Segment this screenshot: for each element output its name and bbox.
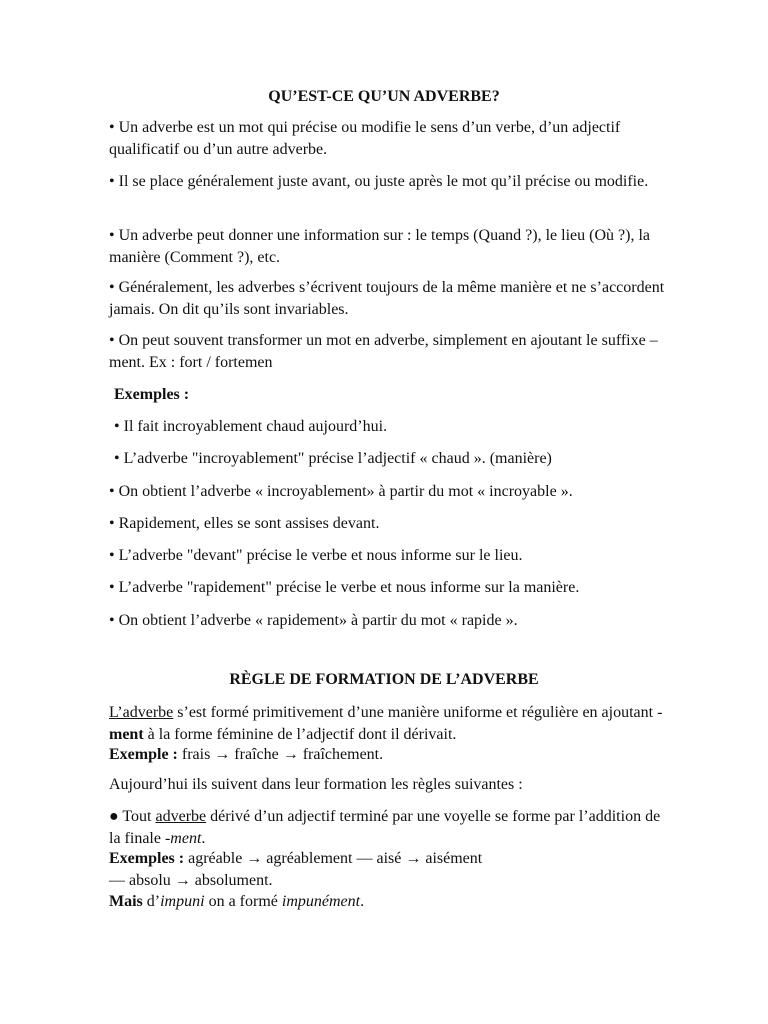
example-text: On obtient l’adverbe « rapidement» à partir du mot « rapide ». — [118, 612, 518, 629]
paragraph — [109, 330, 669, 374]
formation-intro: L’adverbe s’est formé primitivement d’une manière uniforme et régulière en ajoutant -ment à la forme féminine de l’adjectif dont il dérivait. — [109, 704, 663, 743]
section-title-formation: RÈGLE DE FORMATION DE L’ADVERBE — [229, 671, 539, 688]
ending-ment: -ment — [164, 830, 202, 847]
paragraph — [109, 171, 669, 193]
suffix-ment: ment — [109, 726, 144, 743]
rule-1-examples-cont: — absolu → absolument. — [109, 872, 273, 889]
bullet: ● — [109, 808, 119, 825]
section-title-adverbe: QU’EST-CE QU’UN ADVERBE? — [268, 88, 500, 105]
example-text: L’adverbe "incroyablement" précise l’adjectif « chaud ». (manière) — [123, 450, 552, 467]
example-item — [109, 481, 669, 503]
example-item — [109, 577, 669, 599]
bullet: • — [114, 418, 120, 435]
bullet: • — [109, 547, 115, 564]
example-text: L’adverbe "rapidement" précise le verbe et nous informe sur la manière. — [118, 579, 580, 596]
bullet: • — [109, 612, 115, 629]
bullet: • — [109, 279, 115, 296]
bullet: • — [109, 227, 115, 244]
paragraph — [109, 225, 669, 269]
example-text: On obtient l’adverbe « incroyablement» à partir du mot « incroyable ». — [118, 483, 573, 500]
bullet: • — [109, 579, 115, 596]
examples-heading: Exemples : — [114, 386, 190, 403]
bullet: • — [109, 119, 115, 136]
example-item — [109, 610, 669, 632]
term-adverbe: L’adverbe — [109, 704, 174, 721]
term-adverbe: adverbe — [155, 808, 207, 825]
paragraph — [109, 117, 669, 161]
example-text: L’adverbe "devant" précise le verbe et nous informe sur le lieu. — [118, 547, 523, 564]
bullet: • — [109, 173, 115, 190]
bullet: • — [109, 515, 115, 532]
bullet: • — [109, 332, 115, 349]
example-item — [114, 448, 674, 470]
rule-1: ● Tout adverbe dérivé d’un adjectif terminé par une voyelle se forme par l’addition de la finale -ment. — [109, 808, 661, 847]
example-item — [114, 416, 674, 438]
paragraph-text: Il se place généralement juste avant, ou juste après le mot qu’il précise ou modifie. — [118, 173, 649, 190]
example-text: Il fait incroyablement chaud aujourd’hui. — [123, 418, 388, 435]
rule-1-examples: Exemples : agréable → agréablement — aisé → aisément — [109, 850, 483, 867]
rule-1-mais: Mais d’impuni on a formé impunément. — [109, 893, 365, 910]
paragraph-text: On peut souvent transformer un mot en adverbe, simplement en ajoutant le suffixe –ment. Ex : fort / fortemen — [109, 332, 658, 371]
paragraph-text: Un adverbe est un mot qui précise ou modifie le sens d’un verbe, d’un adjectif qualificatif ou d’un autre adverbe. — [109, 119, 621, 158]
paragraph-text: Un adverbe peut donner une information sur : le temps (Quand ?), le lieu (Où ?), la manière (Comment ?), etc. — [109, 227, 650, 266]
example-item — [109, 545, 669, 567]
paragraph — [109, 277, 669, 321]
bullet: • — [114, 450, 120, 467]
bullet: • — [109, 483, 115, 500]
formation-example: Exemple : frais → fraîche → fraîchement. — [109, 746, 384, 763]
rules-intro: Aujourd’hui ils suivent dans leur formation les règles suivantes : — [109, 776, 523, 793]
example-item — [109, 513, 669, 535]
example-text: Rapidement, elles se sont assises devant. — [118, 515, 380, 532]
paragraph-text: Généralement, les adverbes s’écrivent toujours de la même manière et ne s’accordent jamais. On dit qu’ils sont invariables. — [109, 279, 665, 318]
